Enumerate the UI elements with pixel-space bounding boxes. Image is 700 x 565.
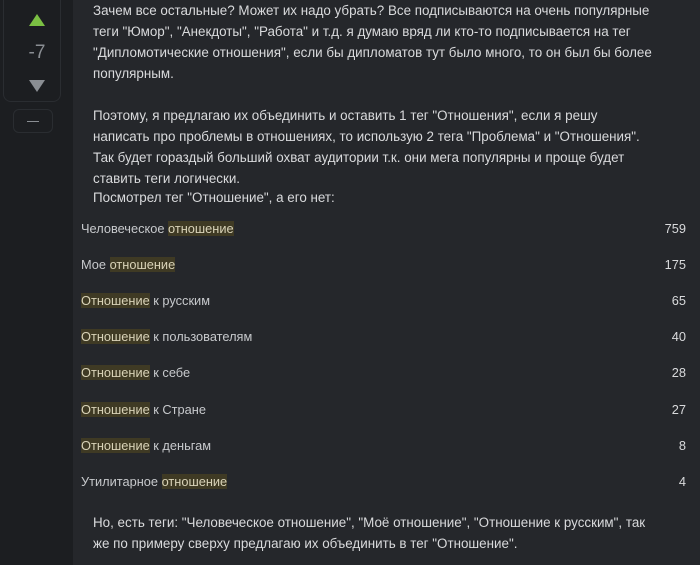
search-highlight: отношение [168, 221, 234, 236]
tag-name: Отношение к себе [81, 365, 191, 380]
tag-count: 8 [678, 438, 686, 453]
search-highlight: Отношение [81, 438, 150, 453]
tag-name: Отношение к Стране [81, 402, 206, 417]
search-highlight: отношение [161, 474, 228, 489]
tag-search-result[interactable] [81, 436, 686, 456]
tag-name: Отношение к русским [81, 293, 210, 308]
tag-name: Мое отношение [81, 257, 176, 272]
tag-search-result[interactable] [81, 472, 686, 492]
tag-name: Отношение к пользователям [81, 329, 253, 344]
minus-icon [27, 121, 39, 122]
tag-search-result[interactable] [81, 255, 686, 275]
search-highlight: Отношение [81, 329, 150, 344]
tag-count: 175 [664, 257, 686, 272]
collapse-button[interactable] [13, 109, 53, 133]
tag-count: 27 [671, 402, 686, 417]
tag-name: Человеческое отношение [81, 221, 234, 236]
rating-column [0, 0, 62, 565]
tag-search-result[interactable] [81, 400, 686, 420]
tag-count: 40 [671, 329, 686, 344]
post-content [73, 0, 700, 565]
tag-search-result[interactable] [81, 219, 686, 239]
post-paragraph: Поэтому, я предлагаю их объединить и оставить 1 тег "Отношения", если я решу написать про проблемы в отношениях, то использую 2 тега "Проблема" и "Отношения". Так будет гораздый больший охват аудитории т.к. они мега популярны и проще будет ставить теги логически. [93, 108, 640, 186]
tag-search-result[interactable] [81, 291, 686, 311]
triangle-up-icon[interactable] [28, 14, 46, 28]
vote-box [3, 0, 61, 102]
tag-count: 28 [671, 365, 686, 380]
tag-name: Утилитарное отношение [81, 474, 228, 489]
search-highlight: Отношение [81, 293, 150, 308]
post-paragraph: Посмотрел тег "Отношение", а его нет: [93, 190, 335, 205]
search-highlight: отношение [109, 257, 176, 272]
post-paragraph: Зачем все остальные? Может их надо убрать? Все подписываются на очень популярные теги "Юмор", "Анекдоты", "Работа" и т.д. я думаю вряд ли кто-то подписывается на тег "Дипломотические отношения", если бы дипломатов тут было много, то он был бы более популярным. [93, 3, 652, 81]
tag-search-result[interactable] [81, 327, 686, 347]
search-highlight: Отношение [81, 365, 150, 380]
tag-search-result[interactable] [81, 363, 686, 383]
search-highlight: Отношение [81, 402, 150, 417]
triangle-down-icon[interactable] [28, 80, 46, 94]
post-paragraph: Но, есть теги: "Человеческое отношение", "Моё отношение", "Отношение к русским", так же по примеру сверху предлагаю их объединить в тег "Отношение". [93, 515, 646, 551]
tag-name: Отношение к деньгам [81, 438, 212, 453]
tag-count: 759 [664, 221, 686, 236]
tag-count: 4 [678, 474, 686, 489]
tag-count: 65 [671, 293, 686, 308]
rating-score: -7 [28, 42, 46, 63]
